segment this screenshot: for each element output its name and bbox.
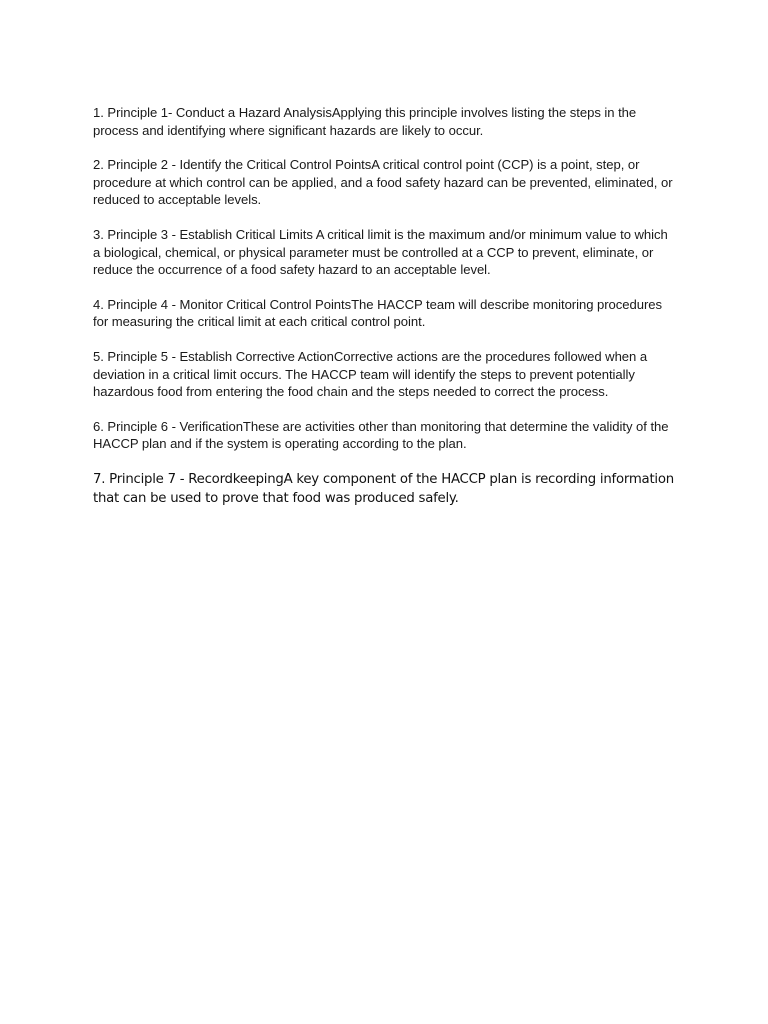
principle-5-paragraph: 5. Principle 5 - Establish Corrective ActionCorrective actions are the procedures followed when a deviation in a critical limit occurs. The HACCP team will identify the steps to prevent potentially hazardous food from entering the food chain and the steps needed to correct the process. [93,348,648,400]
document-body [93,104,675,526]
principle-4-paragraph: 4. Principle 4 - Monitor Critical Control PointsThe HACCP team will describe monitoring procedures for measuring the critical limit at each critical control point. [93,296,663,330]
principle-6-paragraph: 6. Principle 6 - VerificationThese are activities other than monitoring that determine the validity of the HACCP plan and if the system is operating according to the plan. [93,418,669,452]
principle-1-paragraph: 1. Principle 1- Conduct a Hazard AnalysisApplying this principle involves listing the steps in the process and identifying where significant hazards are likely to occur. [93,105,637,138]
principle-7-paragraph: 7. Principle 7 - RecordkeepingA key component of the HACCP plan is recording information that can be used to prove that food was produced safely. [93,471,674,507]
principle-2-paragraph: 2. Principle 2 - Identify the Critical Control PointsA critical control point (CCP) is a point, step, or procedure at which control can be applied, and a food safety hazard can be prevented, eliminated, or reduced to acceptable levels. [93,157,673,208]
principle-3-paragraph: 3. Principle 3 - Establish Critical Limits A critical limit is the maximum and/or minimum value to which a biological, chemical, or physical parameter must be controlled at a CCP to prevent, eliminate, or reduce the occurrence of a food safety hazard to an acceptable level. [93,226,668,278]
